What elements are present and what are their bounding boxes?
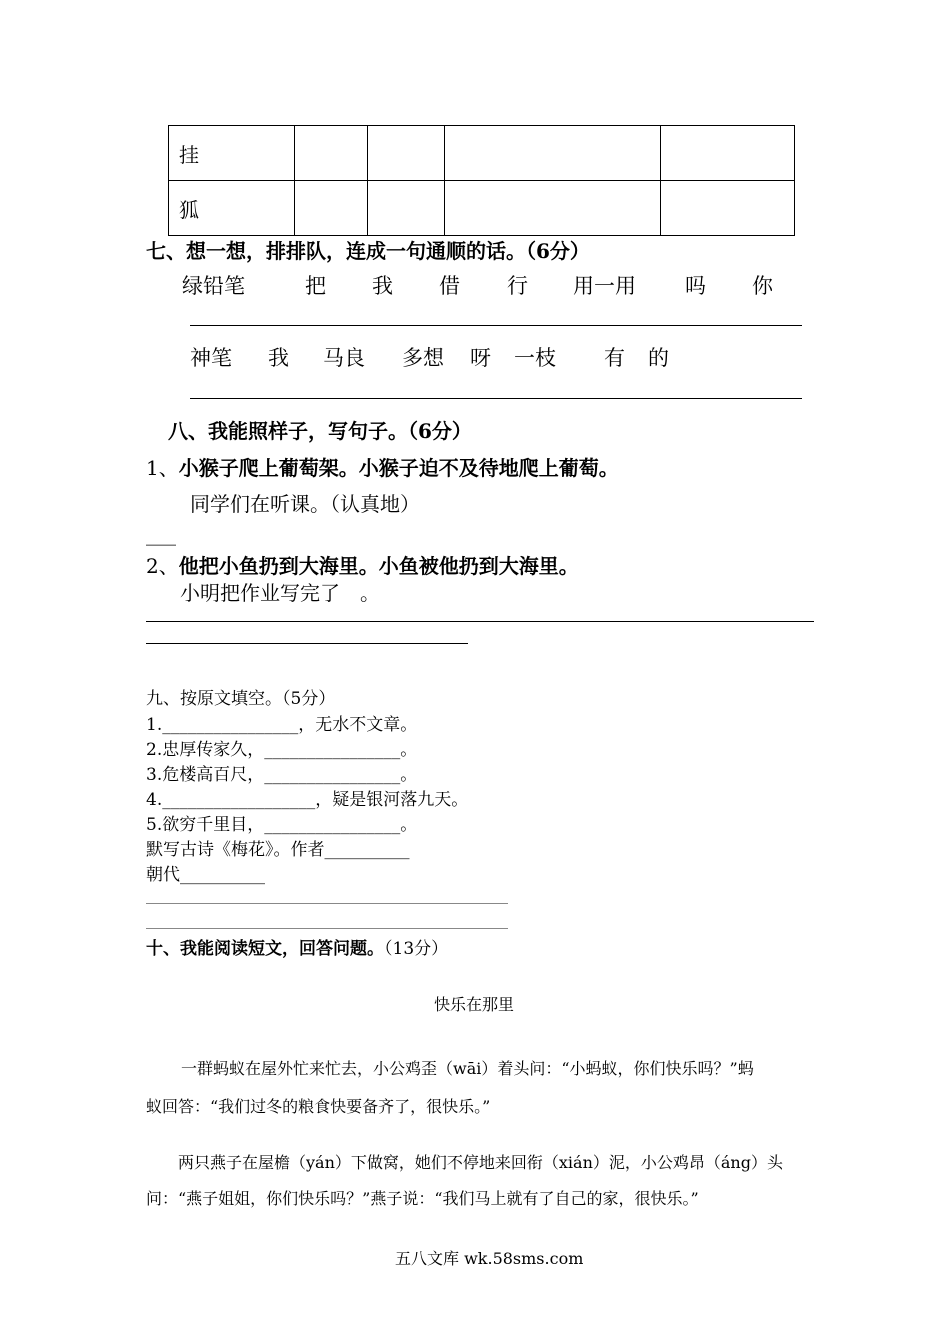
table-row — [169, 181, 795, 236]
task-sentence: 小明把作业写完了 。 — [180, 581, 380, 605]
word: 呀 — [470, 346, 491, 370]
table-cell — [661, 181, 795, 236]
table-cell — [295, 181, 368, 236]
answer-line — [146, 928, 508, 929]
example-sentence: 他把小鱼扔到大海里。小鱼被他扔到大海里。 — [178, 554, 579, 578]
word: 的 — [648, 346, 669, 370]
poem-author-line: 默写古诗《梅花》。作者__________ — [146, 840, 410, 860]
word: 吗 — [685, 274, 706, 298]
question-number: 2、 — [146, 554, 179, 578]
fill-item: 4.__________________，疑是银河落九天。 — [146, 790, 469, 810]
poem-dynasty-line: 朝代__________ — [146, 865, 265, 885]
paragraph-line: 两只燕子在屋檐（yán）下做窝，她们不停地来回衔（xián）泥，小公鸡昂（áng）头 — [178, 1153, 783, 1172]
word: 多想 — [402, 346, 444, 370]
table-cell — [661, 126, 795, 181]
table-cell-char: 狐 — [169, 181, 295, 236]
word: 神笔 — [190, 346, 232, 370]
word: 借 — [439, 274, 460, 298]
word: 马良 — [323, 346, 365, 370]
question-2 — [146, 550, 579, 579]
word: 一枝 — [514, 346, 556, 370]
table-cell — [368, 181, 445, 236]
answer-blank: ___ — [146, 522, 176, 546]
section-score: （13分） — [384, 939, 449, 959]
word: 我 — [372, 274, 393, 298]
question-number: 1、 — [146, 456, 179, 480]
word: 你 — [752, 274, 773, 298]
table-cell-char: 挂 — [169, 126, 295, 181]
section-title-text: 十、我能阅读短文，回答问题。 — [146, 939, 384, 959]
table-row — [169, 126, 795, 181]
answer-line — [146, 621, 814, 622]
story-title: 快乐在那里 — [434, 995, 515, 1014]
character-table — [168, 125, 795, 236]
paragraph-line: 蚁回答：“我们过冬的粮食快要备齐了，很快乐。” — [146, 1097, 491, 1116]
paragraph-line: 问：“燕子姐姐，你们快乐吗？”燕子说：“我们马上就有了自己的家，很快乐。” — [146, 1189, 699, 1208]
section-9-title: 九、按原文填空。（5分） — [146, 689, 336, 709]
question-1 — [146, 452, 619, 481]
table-cell — [368, 126, 445, 181]
fill-item: 1.________________，无水不文章。 — [146, 715, 418, 735]
section-8-title: 八、我能照样子，写句子。（6分） — [168, 419, 472, 443]
fill-item: 5.欲穷千里目，________________。 — [146, 815, 418, 835]
fill-item: 2.忠厚传家久，________________。 — [146, 740, 418, 760]
task-sentence: 同学们在听课。（认真地） — [190, 492, 420, 516]
fill-item: 3.危楼高百尺，________________。 — [146, 765, 418, 785]
word: 有 — [604, 346, 625, 370]
paragraph-line: 一群蚂蚁在屋外忙来忙去，小公鸡歪（wāi）着头问：“小蚂蚁，你们快乐吗？”蚂 — [181, 1059, 754, 1078]
answer-line — [190, 325, 802, 326]
word: 把 — [305, 274, 326, 298]
answer-line — [146, 643, 468, 644]
word: 行 — [507, 274, 528, 298]
section-10-title — [146, 934, 448, 959]
word: 绿铅笔 — [182, 274, 245, 298]
table-cell — [445, 126, 661, 181]
word: 我 — [268, 346, 289, 370]
answer-line — [190, 398, 802, 399]
example-sentence: 小猴子爬上葡萄架。小猴子迫不及待地爬上葡萄。 — [178, 456, 619, 480]
table-cell — [445, 181, 661, 236]
footer-watermark: 五八文库 wk.58sms.com — [395, 1249, 584, 1268]
section-7-title: 七、想一想，排排队，连成一句通顺的话。（6分） — [146, 239, 590, 263]
table-cell — [295, 126, 368, 181]
answer-line — [146, 903, 508, 904]
word: 用一用 — [573, 274, 636, 298]
